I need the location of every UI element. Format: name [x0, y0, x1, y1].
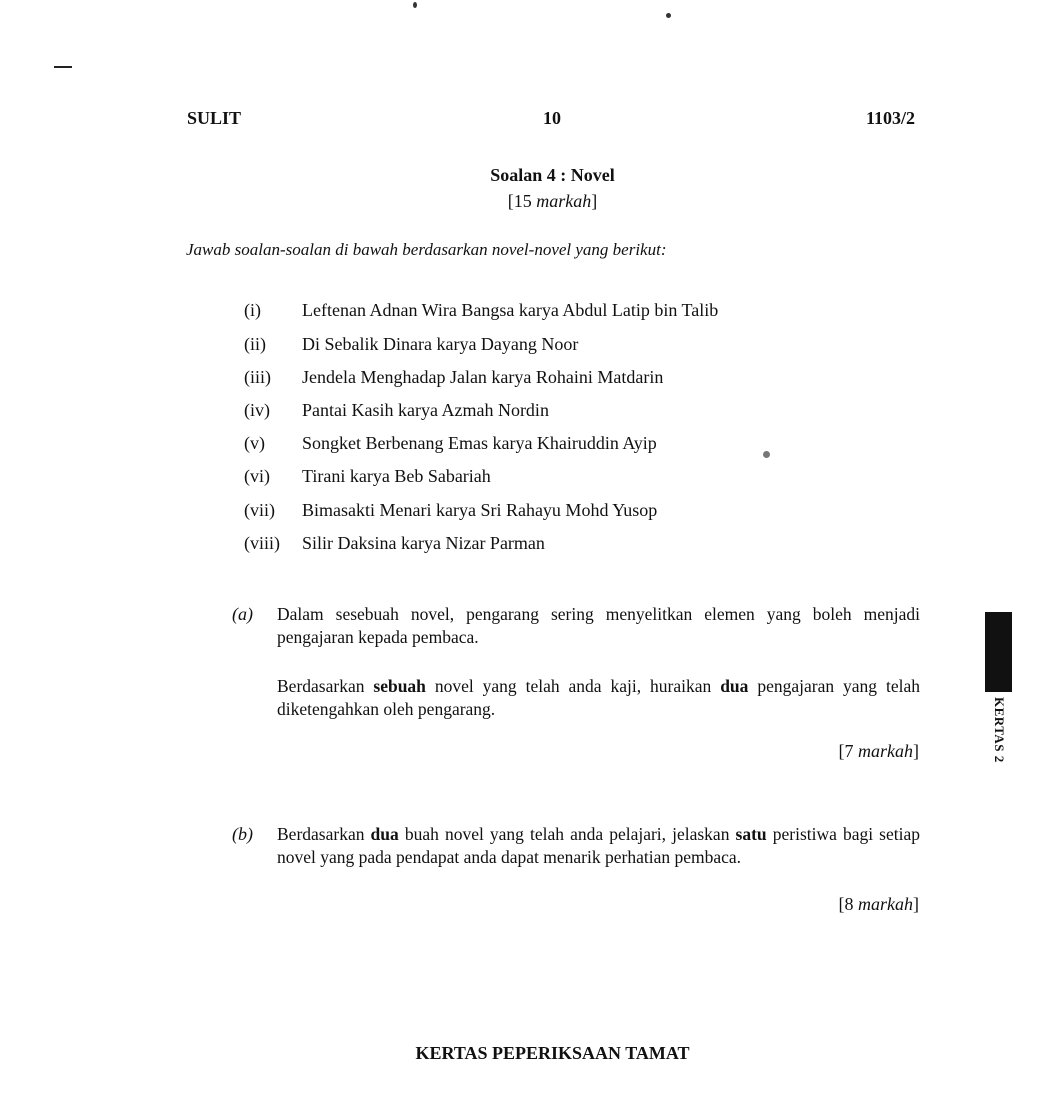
list-item-number: (ii) [244, 334, 266, 354]
list-item: Songket Berbenang Emas karya Khairuddin Ayip [302, 433, 657, 453]
list-item-number: (iii) [244, 367, 271, 387]
scan-speck [666, 13, 671, 18]
list-item: Bimasakti Menari karya Sri Rahayu Mohd Yusop [302, 500, 658, 520]
question-a-marks: [7 markah] [838, 741, 919, 761]
list-item: Leftenan Adnan Wira Bangsa karya Abdul Latip bin Talib [302, 300, 719, 320]
question-a-label: (a) [232, 604, 253, 624]
side-tab-label: KERTAS 2 [992, 697, 1007, 763]
list-item: Jendela Menghadap Jalan karya Rohaini Matdarin [302, 367, 664, 387]
list-item: Tirani karya Beb Sabariah [302, 466, 491, 486]
section-title: Soalan 4 : Novel [490, 165, 615, 185]
end-of-paper: KERTAS PEPERIKSAAN TAMAT [415, 1043, 690, 1063]
list-item: Di Sebalik Dinara karya Dayang Noor [302, 334, 579, 354]
list-item-number: (v) [244, 433, 265, 453]
scan-speck [763, 451, 770, 458]
list-item-number: (vi) [244, 466, 270, 486]
question-b-label: (b) [232, 824, 253, 844]
list-item: Pantai Kasih karya Azmah Nordin [302, 400, 549, 420]
list-item-number: (vii) [244, 500, 275, 520]
paper-code: 1103/2 [866, 108, 916, 128]
list-item-number: (iv) [244, 400, 270, 420]
question-a-task: Berdasarkan sebuah novel yang telah anda kaji, huraikan dua pengajaran yang telah diketengahkan oleh pengarang. [277, 676, 920, 719]
side-tab-block [985, 612, 1012, 692]
header-sulit: SULIT [187, 108, 242, 128]
question-b-text: Berdasarkan dua buah novel yang telah anda pelajari, jelaskan satu peristiwa bagi setiap novel yang pada pendapat anda dapat menarik perhatian pembaca. [277, 824, 920, 867]
scan-mark [54, 66, 72, 68]
scan-speck [413, 2, 417, 8]
question-b-marks: [8 markah] [838, 894, 919, 914]
page-number: 10 [543, 108, 561, 128]
list-item-number: (viii) [244, 533, 280, 553]
instructions: Jawab soalan-soalan di bawah berdasarkan novel-novel yang berikut: [186, 240, 667, 259]
list-item: Silir Daksina karya Nizar Parman [302, 533, 545, 553]
question-a-text: Dalam sesebuah novel, pengarang sering menyelitkan elemen yang boleh menjadi pengajaran kepada pembaca. [277, 604, 920, 647]
list-item-number: (i) [244, 300, 261, 320]
section-marks: [15 markah] [507, 191, 598, 211]
